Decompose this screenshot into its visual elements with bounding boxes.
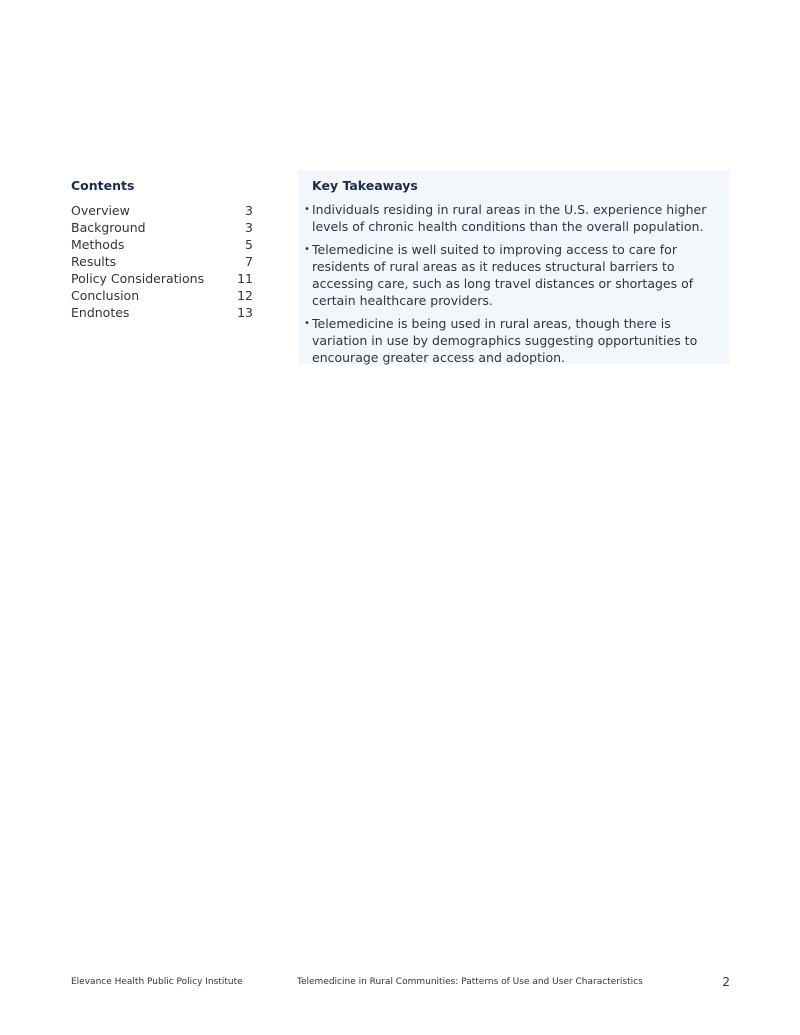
key-takeaways-box — [298, 170, 730, 364]
takeaway-item — [304, 201, 716, 235]
toc-entry-page: 7 — [245, 254, 253, 269]
toc-entry[interactable] — [71, 202, 253, 219]
toc-entry[interactable] — [71, 304, 253, 321]
toc-entry-page: 3 — [245, 203, 253, 218]
toc-entry[interactable] — [71, 253, 253, 270]
toc-entry-label: Overview — [71, 203, 130, 218]
toc-entry-page: 11 — [237, 271, 253, 286]
footer-organization: Elevance Health Public Policy Institute — [71, 977, 243, 987]
toc-entry-label: Policy Considerations — [71, 271, 205, 286]
toc-entry-label: Methods — [71, 237, 125, 252]
contents-list — [71, 202, 253, 321]
takeaway-text: Telemedicine is being used in rural areas, though there is variation in use by demographics suggesting opportunities to encourage greater access and adoption. — [312, 316, 698, 365]
toc-entry[interactable] — [71, 236, 253, 253]
toc-entry[interactable] — [71, 270, 253, 287]
toc-entry-label: Endnotes — [71, 305, 130, 320]
toc-entry-label: Results — [71, 254, 117, 269]
toc-entry-label: Background — [71, 220, 146, 235]
toc-entry-page: 13 — [237, 305, 253, 320]
toc-entry[interactable] — [71, 287, 253, 304]
toc-entry-page: 3 — [245, 220, 253, 235]
takeaway-text: Individuals residing in rural areas in the U.S. experience higher levels of chronic health conditions than the overall population. — [312, 202, 707, 234]
bullet-icon: • — [304, 318, 310, 329]
toc-entry-label: Conclusion — [71, 288, 140, 303]
page-footer — [0, 977, 800, 991]
toc-entry-page: 5 — [245, 237, 253, 252]
contents-heading: Contents — [71, 178, 135, 193]
takeaway-text: Telemedicine is well suited to improving access to care for residents of rural areas as it reduces structural barriers to accessing care, such as long travel distances or shortages of certain healthcare providers. — [312, 242, 694, 308]
takeaway-item — [304, 315, 716, 366]
bullet-icon: • — [304, 244, 310, 255]
page-number: 2 — [722, 975, 730, 989]
bullet-icon: • — [304, 204, 310, 215]
toc-entry[interactable] — [71, 219, 253, 236]
toc-entry-page: 12 — [237, 288, 253, 303]
footer-report-title: Telemedicine in Rural Communities: Patterns of Use and User Characteristics — [297, 977, 643, 987]
key-takeaways-heading: Key Takeaways — [312, 178, 418, 193]
takeaway-item — [304, 241, 716, 309]
table-of-contents — [71, 178, 253, 321]
key-takeaways-list — [304, 201, 716, 366]
